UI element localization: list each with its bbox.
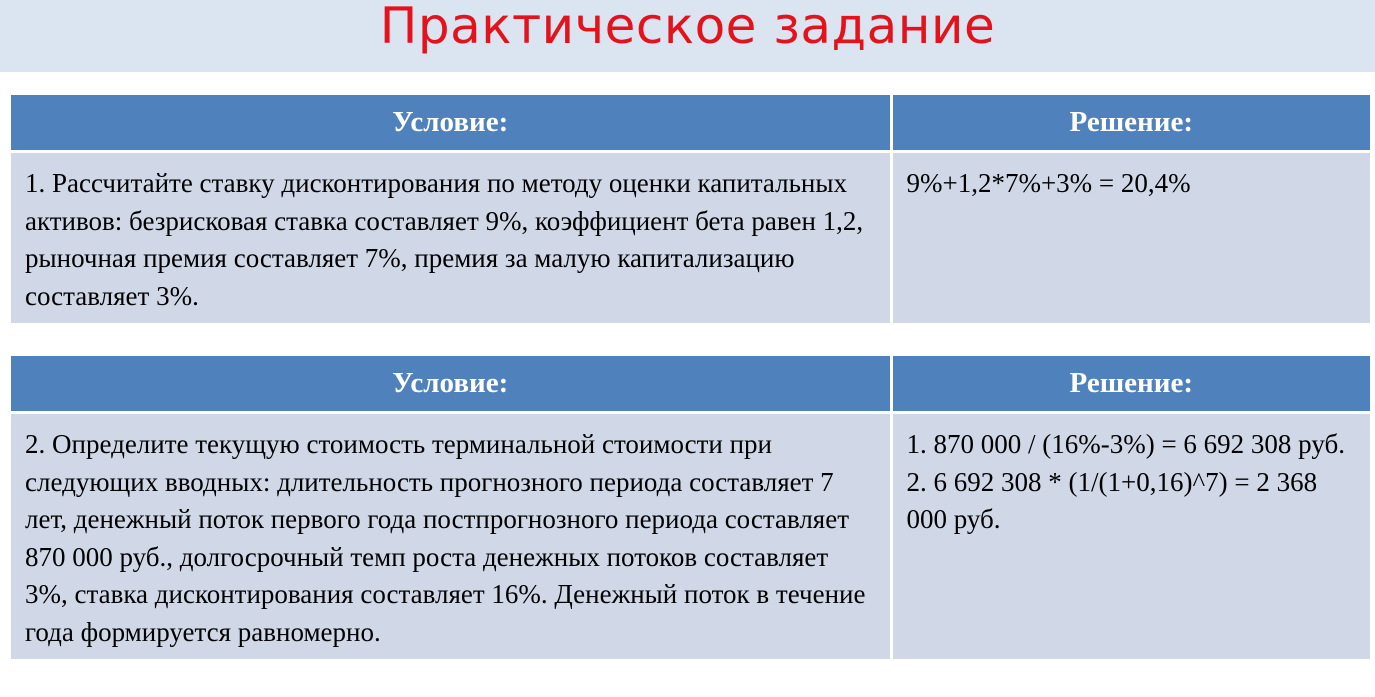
solution-cell — [891, 152, 1370, 324]
solution-line: 9%+1,2*7%+3% = 20,4% — [906, 168, 1191, 198]
solution-header: Решение: — [891, 95, 1370, 152]
solution-cell — [891, 413, 1370, 660]
solution-line: 1. 870 000 / (16%-3%) = 6 692 308 руб. — [906, 429, 1345, 459]
solution-line: 2. 6 692 308 * (1/(1+0,16)^7) = 2 368 000 руб. — [906, 466, 1318, 534]
table-header-row — [11, 356, 1370, 413]
table-row — [11, 152, 1370, 324]
condition-cell: 2. Определите текущую стоимость терминальной стоимости при следующих вводных: длительность прогнозного периода составляет 7 лет, денежный поток первого года постпрогнозного периода составляет 870 000 руб., долгосрочный темп роста денежных потоков составляет 3%, ставка дисконтирования составляет 16%. Денежный поток в течение года формируется равномерно. — [11, 413, 891, 660]
table-header-row — [11, 95, 1370, 152]
task-table-2 — [11, 356, 1370, 659]
condition-header: Условие: — [11, 95, 891, 152]
title-band — [0, 0, 1375, 72]
table-row — [11, 413, 1370, 660]
solution-header: Решение: — [891, 356, 1370, 413]
task-table-1 — [11, 95, 1370, 323]
condition-cell: 1. Рассчитайте ставку дисконтирования по методу оценки капитальных активов: безрисковая ставка составляет 9%, коэффициент бета равен 1,2, рыночная премия составляет 7%, премия за малую капитализацию составляет 3%. — [11, 152, 891, 324]
condition-header: Условие: — [11, 356, 891, 413]
slide-title: Практическое задание — [379, 0, 996, 55]
